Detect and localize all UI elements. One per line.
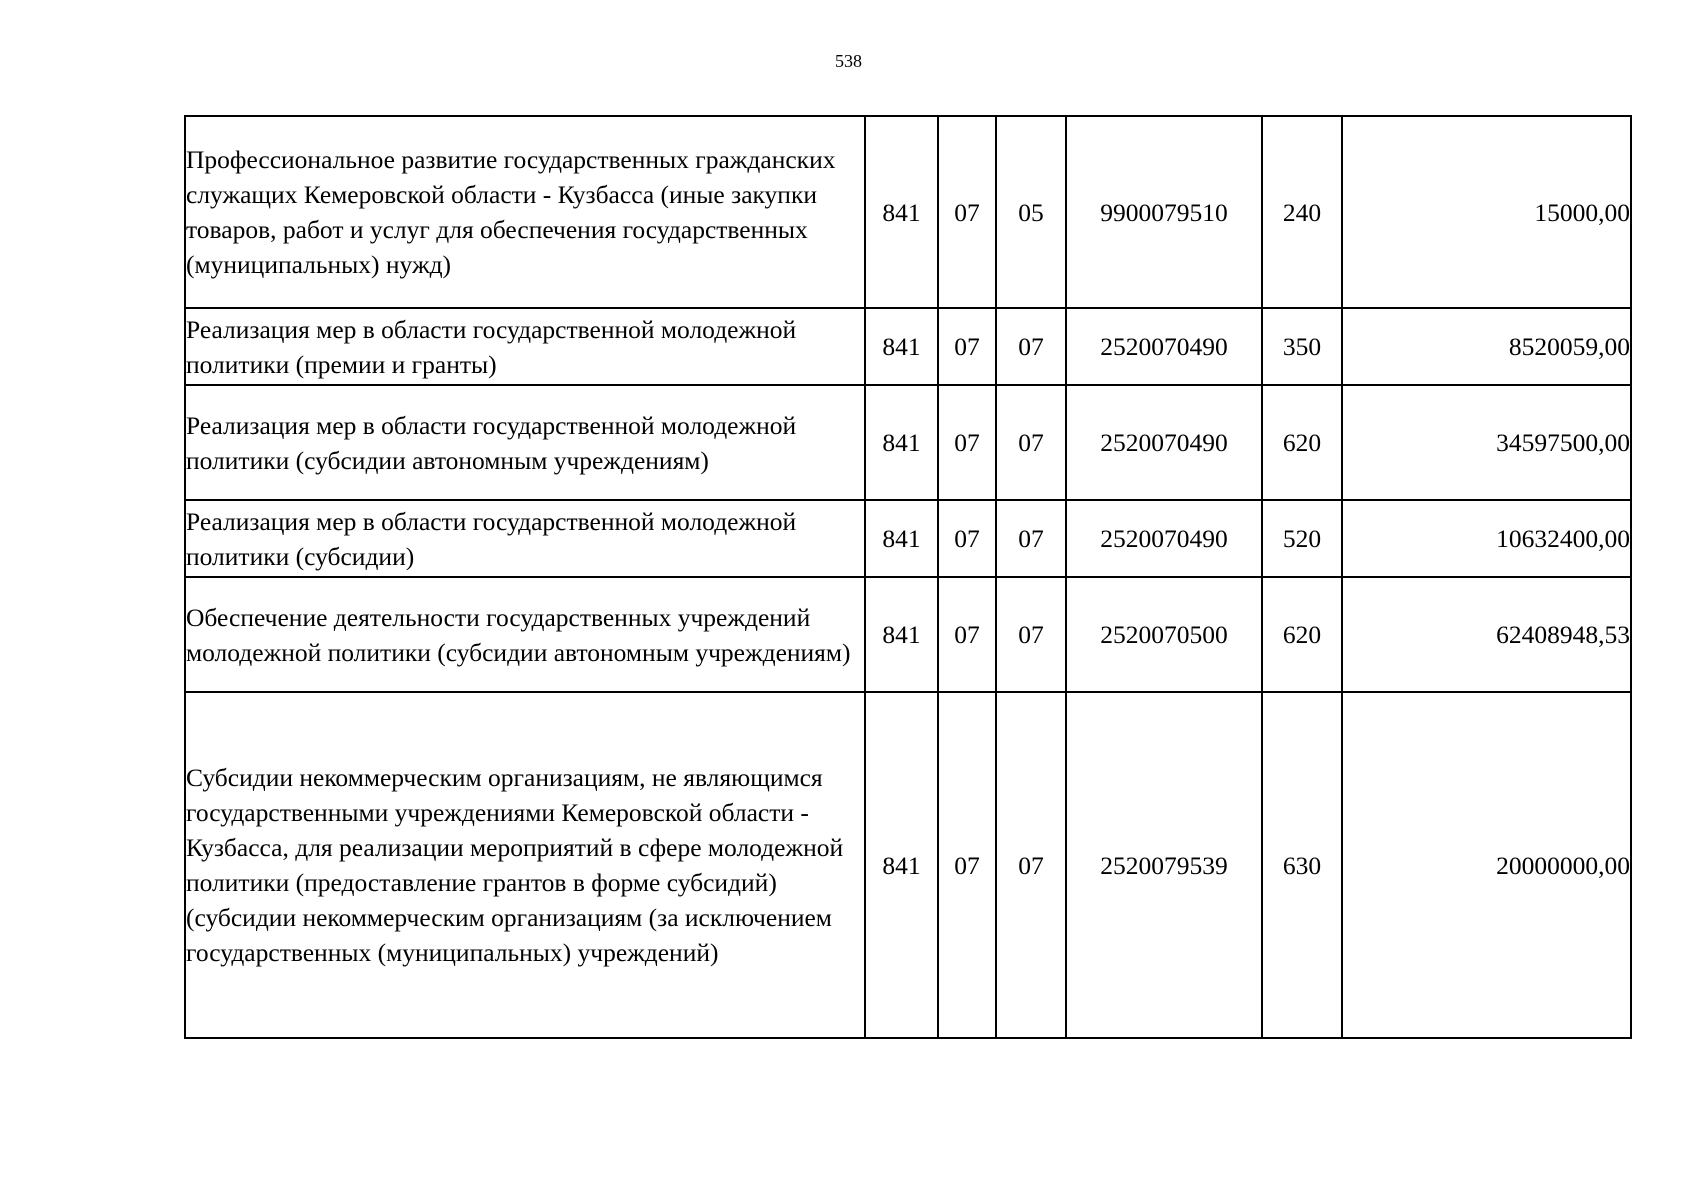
target-article-code: 2520070500 xyxy=(1066,577,1262,692)
section-code: 07 xyxy=(938,385,996,500)
amount: 15000,00 xyxy=(1342,116,1631,308)
subsection-code: 07 xyxy=(996,577,1066,692)
target-article-code: 2520070490 xyxy=(1066,500,1262,577)
subsection-code: 07 xyxy=(996,308,1066,385)
grbs-code: 841 xyxy=(865,385,938,500)
expense-type-code: 630 xyxy=(1262,692,1342,1038)
grbs-code: 841 xyxy=(865,577,938,692)
subsection-code: 07 xyxy=(996,692,1066,1038)
row-description: Обеспечение деятельности государственных учреждений молодежной политики (субсидии автономным учреждениям) xyxy=(185,577,865,692)
subsection-code: 07 xyxy=(996,500,1066,577)
amount: 62408948,53 xyxy=(1342,577,1631,692)
section-code: 07 xyxy=(938,116,996,308)
expense-type-code: 350 xyxy=(1262,308,1342,385)
section-code: 07 xyxy=(938,308,996,385)
table-row xyxy=(185,308,1631,385)
expense-type-code: 240 xyxy=(1262,116,1342,308)
row-description: Профессиональное развитие государственных гражданских служащих Кемеровской области - Кузбасса (иные закупки товаров, работ и услуг для обеспечения государственных (муниципальных) нужд) xyxy=(185,116,865,308)
table-row xyxy=(185,116,1631,308)
table-row xyxy=(185,500,1631,577)
row-description: Реализация мер в области государственной молодежной политики (субсидии) xyxy=(185,500,865,577)
amount: 34597500,00 xyxy=(1342,385,1631,500)
subsection-code: 05 xyxy=(996,116,1066,308)
row-description: Субсидии некоммерческим организациям, не являющимся государственными учреждениями Кемеровской области - Кузбасса, для реализации мероприятий в сфере молодежной политики (предоставление грантов в форме субсидий) (субсидии некоммерческим организациям (за исключением государственных (муниципальных) учреждений) xyxy=(185,692,865,1038)
row-description: Реализация мер в области государственной молодежной политики (премии и гранты) xyxy=(185,308,865,385)
page-number: 538 xyxy=(835,51,862,71)
target-article-code: 2520070490 xyxy=(1066,308,1262,385)
amount: 10632400,00 xyxy=(1342,500,1631,577)
expense-type-code: 620 xyxy=(1262,577,1342,692)
subsection-code: 07 xyxy=(996,385,1066,500)
table-row xyxy=(185,577,1631,692)
target-article-code: 2520070490 xyxy=(1066,385,1262,500)
section-code: 07 xyxy=(938,692,996,1038)
target-article-code: 2520079539 xyxy=(1066,692,1262,1038)
amount: 20000000,00 xyxy=(1342,692,1631,1038)
target-article-code: 9900079510 xyxy=(1066,116,1262,308)
budget-table xyxy=(184,115,1632,1039)
expense-type-code: 520 xyxy=(1262,500,1342,577)
amount: 8520059,00 xyxy=(1342,308,1631,385)
expense-type-code: 620 xyxy=(1262,385,1342,500)
section-code: 07 xyxy=(938,500,996,577)
row-description: Реализация мер в области государственной молодежной политики (субсидии автономным учреждениям) xyxy=(185,385,865,500)
grbs-code: 841 xyxy=(865,116,938,308)
table-row xyxy=(185,385,1631,500)
grbs-code: 841 xyxy=(865,692,938,1038)
table-row xyxy=(185,692,1631,1038)
grbs-code: 841 xyxy=(865,308,938,385)
grbs-code: 841 xyxy=(865,500,938,577)
section-code: 07 xyxy=(938,577,996,692)
